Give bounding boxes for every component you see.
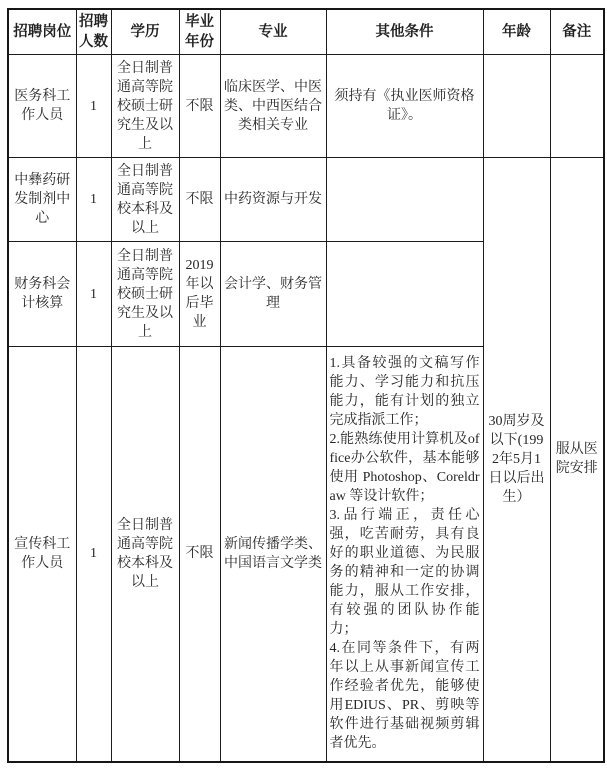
header-education: 学历 xyxy=(111,9,179,55)
cell-position: 财务科会计核算 xyxy=(8,242,76,347)
cell-position: 宣传科工作人员 xyxy=(8,347,76,762)
cell-education: 全日制普通高等院校本科及以上 xyxy=(111,158,179,242)
cell-count: 1 xyxy=(76,158,111,242)
cell-count: 1 xyxy=(76,55,111,158)
cell-grad-year: 2019年以后毕业 xyxy=(179,242,220,347)
cell-education: 全日制普通高等院校硕士研究生及以上 xyxy=(111,242,179,347)
cell-count: 1 xyxy=(76,347,111,762)
cell-other-conditions xyxy=(326,242,483,347)
cell-age-empty xyxy=(483,55,550,158)
cell-position: 医务科工作人员 xyxy=(8,55,76,158)
condition-item: 2.能熟练使用计算机及office办公软件，基本能够使用 Photoshop、Coreldraw 等设计软件； xyxy=(329,432,480,505)
header-count: 招聘人数 xyxy=(76,9,111,55)
header-position: 招聘岗位 xyxy=(8,9,76,55)
header-age: 年龄 xyxy=(483,9,550,55)
table-row-yi-medicine-center xyxy=(8,158,604,242)
header-other-conditions: 其他条件 xyxy=(326,9,483,55)
header-row xyxy=(8,9,604,55)
table-row-medical-affairs xyxy=(8,55,604,158)
header-grad-year: 毕业年份 xyxy=(179,9,220,55)
cell-note-empty xyxy=(550,55,604,158)
header-note: 备注 xyxy=(550,9,604,55)
cell-education: 全日制普通高等院校硕士研究生及以上 xyxy=(111,55,179,158)
header-major: 专业 xyxy=(220,9,326,55)
cell-other-conditions xyxy=(326,158,483,242)
cell-other-conditions-list xyxy=(326,347,483,762)
cell-count: 1 xyxy=(76,242,111,347)
condition-item: 4.在同等条件下，有两年以上从事新闻宣传工作经验者优先，能够使用EDIUS、PR、剪映等软件进行基础视频剪辑者优先。 xyxy=(329,641,480,752)
cell-major: 会计学、财务管理 xyxy=(220,242,326,347)
cell-age-merged: 30周岁及以下(1992年5月1日以后出生） xyxy=(483,158,550,762)
cell-major: 临床医学、中医类、中西医结合类相关专业 xyxy=(220,55,326,158)
condition-item: 3.品行端正，责任心强，吃苦耐劳，具有良好的职业道德、为民服务的精神和一定的协调能力，服从工作安排，有较强的团队协作能力； xyxy=(329,508,480,638)
recruitment-table xyxy=(7,8,605,763)
cell-major: 新闻传播学类、中国语言文学类 xyxy=(220,347,326,762)
cell-grad-year: 不限 xyxy=(179,347,220,762)
cell-position: 中彝药研发制剂中心 xyxy=(8,158,76,242)
cell-grad-year: 不限 xyxy=(179,158,220,242)
condition-item: 1.具备较强的文稿写作能力、学习能力和抗压能力，能有计划的独立完成指派工作； xyxy=(329,356,480,429)
cell-major: 中药资源与开发 xyxy=(220,158,326,242)
cell-grad-year: 不限 xyxy=(179,55,220,158)
cell-other-conditions: 须持有《执业医师资格证》。 xyxy=(326,55,483,158)
cell-education: 全日制普通高等院校本科及以上 xyxy=(111,347,179,762)
cell-note-merged: 服从医院安排 xyxy=(550,158,604,762)
